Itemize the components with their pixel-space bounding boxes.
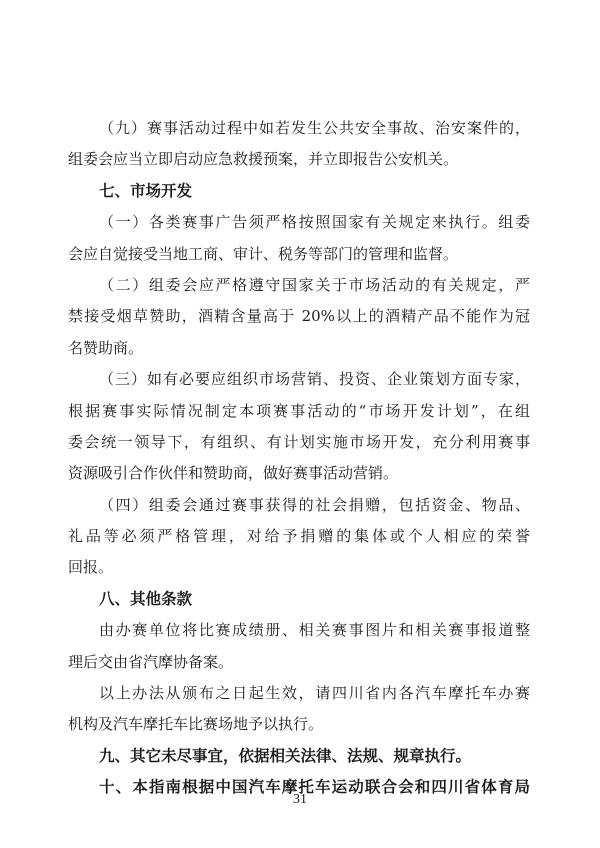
- section-heading: 八、其他条款: [99, 589, 193, 608]
- paragraph: [68, 490, 530, 584]
- section-heading: 十、本指南根据中国汽车摩托车运动联合会和四川省体育局: [99, 778, 530, 797]
- paragraph-line: 委会统一领导下，有组织、有计划实施市场开发，充分利用赛事: [68, 432, 530, 451]
- paragraph-line: 名赞助商。: [68, 338, 144, 357]
- paragraph-line: （二）组委会应严格遵守国家关于市场活动的有关规定，严: [99, 275, 530, 294]
- paragraph-line: （九）赛事活动过程中如若发生公共安全事故、治安案件的，: [99, 119, 530, 137]
- paragraph-line: （一）各类赛事广告须严格按照国家有关规定来执行。组委: [99, 213, 530, 232]
- paragraph-line: 根据赛事实际情况制定本项赛事活动的“市场开发计划”，在组: [68, 401, 530, 420]
- section-heading: 七、市场开发: [99, 181, 193, 200]
- paragraph-line: 会应自觉接受当地工商、审计、税务等部门的管理和监督。: [68, 244, 459, 263]
- paragraph: [68, 113, 530, 176]
- paragraph-line: 礼品等必须严格管理，对给予捐赠的集体或个人相应的荣誉: [68, 527, 530, 546]
- paragraph-line: 资源吸引合作伙伴和赞助商，做好赛事活动营销。: [68, 464, 399, 483]
- page-number: 31: [293, 792, 307, 807]
- paragraph: [68, 207, 530, 270]
- paragraph-line: （三）如有必要应组织市场营销、投资、企业策划方面专家，: [99, 370, 530, 389]
- paragraph: [68, 364, 530, 490]
- paragraph: [68, 678, 530, 741]
- paragraph-line: （四）组委会通过赛事获得的社会捐赠，包括资金、物品、: [99, 495, 530, 514]
- paragraph: [68, 615, 530, 678]
- paragraph-line: 由办赛单位将比赛成绩册、相关赛事图片和相关赛事报道整: [99, 621, 530, 640]
- paragraph-line: 回报。: [68, 558, 114, 577]
- paragraph-line: 机构及汽车摩托车比赛场地予以执行。: [68, 715, 324, 734]
- paragraph-line: 禁接受烟草赞助，酒精含量高于 20%以上的酒精产品不能作为冠: [68, 307, 530, 326]
- document-body: [68, 113, 530, 804]
- paragraph-line: 组委会应当立即启动应急救援预案，并立即报告公安机关。: [68, 150, 459, 169]
- paragraph-line: 理后交由省汽摩协备案。: [68, 652, 234, 671]
- paragraph-line: 以上办法从颁布之日起生效，请四川省内各汽车摩托车办赛: [99, 684, 530, 703]
- section-heading: 九、其它未尽事宜，依据相关法律、法规、规章执行。: [99, 746, 472, 765]
- paragraph: [68, 270, 530, 364]
